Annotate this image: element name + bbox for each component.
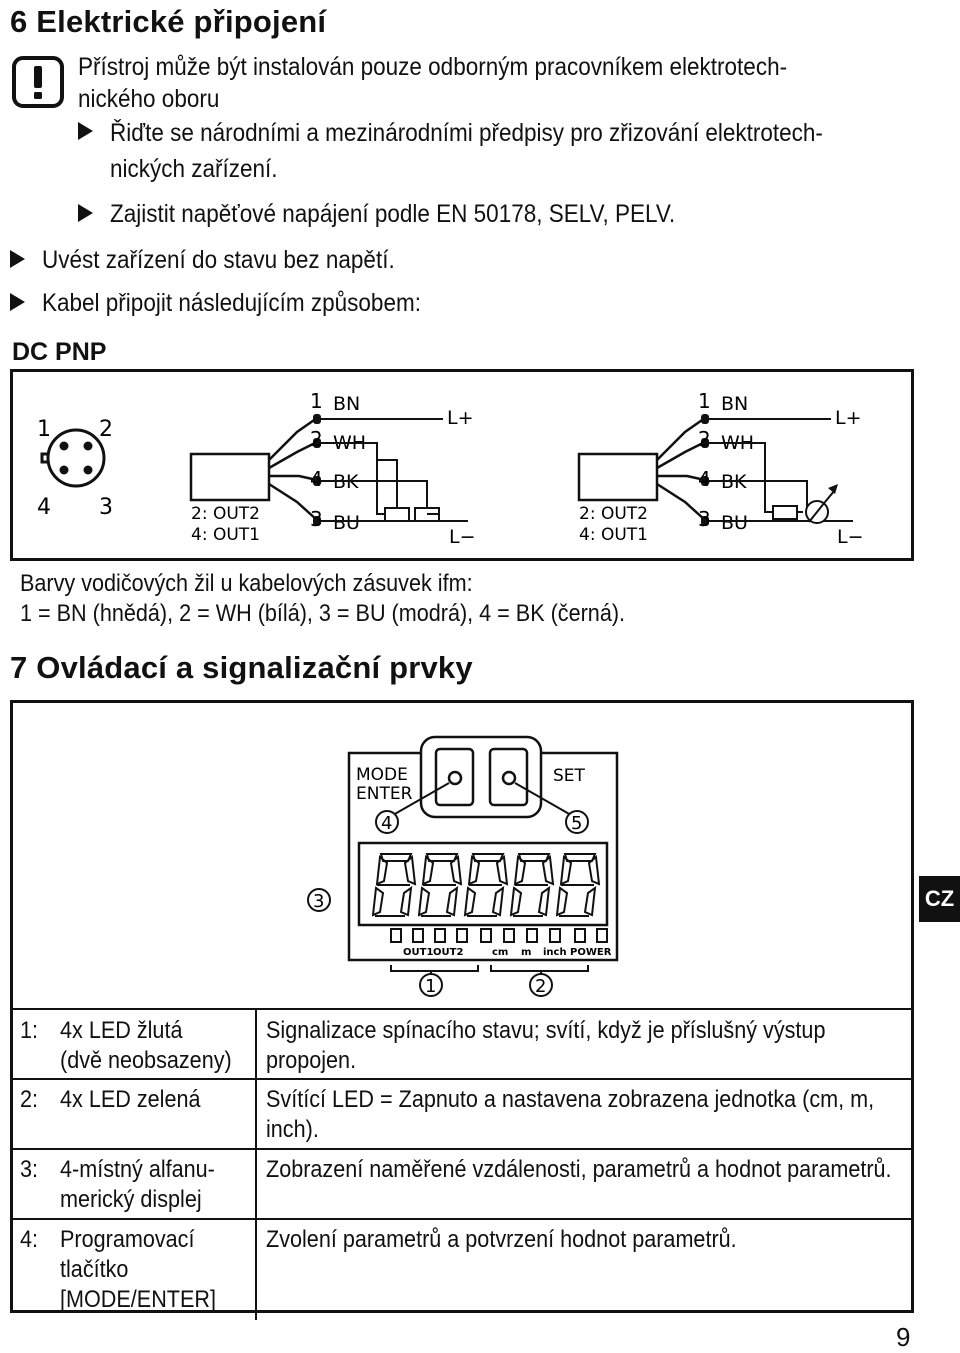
wire-pin-3: 3 — [310, 507, 323, 531]
connector-pin-3: 3 — [99, 495, 113, 520]
bullet-arrow-icon — [10, 252, 35, 270]
bullet-4: Kabel připojit následujícím způsobem: — [42, 289, 421, 317]
out2-label: 2: OUT2 — [579, 504, 648, 524]
legend-item-line-2: merický displej — [60, 1186, 202, 1213]
bullet-3: Uvést zařízení do stavu bez napětí. — [42, 246, 395, 274]
dc-pnp-subtitle: DC PNP — [12, 338, 107, 366]
circuit-right — [579, 389, 864, 548]
wire-bu: BU — [721, 512, 748, 534]
legend-row-4 — [10, 1218, 914, 1320]
legend-row-3 — [10, 1148, 914, 1218]
legend-desc-line-1: Zobrazení naměřené vzdálenosti, parametrů a hodnot parametrů. — [266, 1156, 892, 1183]
bullet-1-line-1: Řiďte se národními a mezinárodními předpisy pro zřizování elektrotech- — [110, 119, 823, 147]
wire-colors-line-2: 1 = BN (hnědá), 2 = WH (bílá), 3 = BU (modrá), 4 = BK (černá). — [20, 600, 626, 627]
out2-label: 2: OUT2 — [191, 504, 260, 524]
legend-num: 3: — [20, 1156, 39, 1183]
wire-bk: BK — [721, 471, 747, 493]
led-label-power: POWER — [570, 947, 612, 958]
callout-5: 5 — [571, 813, 583, 834]
wire-pin-1: 1 — [310, 389, 323, 413]
wire-pin-4: 4 — [310, 467, 323, 491]
out1-label: 4: OUT1 — [191, 525, 260, 545]
wire-colors-line-1: Barvy vodičových žil u kabelových zásuvek ifm: — [20, 570, 473, 597]
legend-desc-line-2: propojen. — [266, 1047, 357, 1074]
legend-table — [10, 1008, 914, 1320]
warning-line-2: nického oboru — [78, 85, 220, 113]
legend-item-line-1: Programovací — [60, 1226, 195, 1253]
out1-label: 4: OUT1 — [579, 525, 648, 545]
legend-desc-line-1: Svítící LED = Zapnuto a nastavena zobrazena jednotka (cm, m, — [266, 1086, 875, 1113]
callout-3: 3 — [313, 891, 325, 912]
bullet-arrow-icon — [78, 124, 103, 142]
language-tab: CZ — [919, 876, 960, 922]
bullet-2: Zajistit napěťové napájení podle EN 50178, SELV, PELV. — [110, 200, 676, 228]
led-label-inch: inch — [543, 947, 567, 958]
callout-2: 2 — [535, 976, 547, 997]
callout-4: 4 — [381, 813, 393, 834]
warning-line-1: Přístroj může být instalován pouze odborným pracovníkem elektrotech- — [78, 53, 788, 81]
legend-item-line-2: tlačítko — [60, 1256, 129, 1283]
page-number: 9 — [896, 1322, 911, 1352]
wire-wh: WH — [333, 432, 367, 454]
callout-1: 1 — [425, 976, 437, 997]
wire-pin-4: 4 — [698, 467, 711, 491]
mode-label: MODE — [356, 765, 408, 785]
legend-num: 1: — [20, 1017, 39, 1044]
l-minus-label: L− — [449, 526, 476, 548]
wiring-diagram — [10, 369, 914, 561]
legend-item-line-1: 4-místný alfanu- — [60, 1156, 215, 1183]
bullet-arrow-icon — [78, 206, 103, 224]
section-7-title: 7 Ovládací a signalizační prvky — [10, 650, 473, 685]
legend-item-line-2: (dvě neobsazeny) — [60, 1047, 232, 1074]
l-plus-label: L+ — [835, 407, 862, 429]
bullet-1-line-2: nických zařízení. — [110, 155, 278, 183]
wire-pin-2: 2 — [310, 427, 323, 451]
connector-pin-4: 4 — [37, 495, 51, 520]
legend-num: 4: — [20, 1226, 39, 1253]
wire-bn: BN — [721, 393, 749, 415]
legend-desc-line-2: inch). — [266, 1116, 319, 1143]
device-diagram — [13, 703, 911, 1009]
legend-item-line-1: 4x LED zelená — [60, 1086, 201, 1113]
led-label-cm: cm — [492, 947, 509, 958]
l-plus-label: L+ — [447, 407, 474, 429]
circuit-left — [191, 389, 476, 548]
wire-wh: WH — [721, 432, 755, 454]
legend-item-line-3: [MODE/ENTER] — [60, 1286, 217, 1313]
warning-icon — [12, 56, 64, 108]
legend-num: 2: — [20, 1086, 39, 1113]
enter-label: ENTER — [356, 784, 413, 804]
wire-pin-2: 2 — [698, 427, 711, 451]
legend-item-line-1: 4x LED žlutá — [60, 1017, 183, 1044]
connector-pin-2: 2 — [99, 417, 113, 442]
led-label-out1: OUT1 — [403, 947, 434, 958]
legend-desc-line-1: Zvolení parametrů a potvrzení hodnot parametrů. — [266, 1226, 737, 1253]
bullet-arrow-icon — [10, 295, 35, 313]
legend-row-2 — [10, 1078, 914, 1148]
wire-pin-1: 1 — [698, 389, 711, 413]
section-6-title: 6 Elektrické připojení — [10, 4, 327, 39]
l-minus-label: L− — [837, 526, 864, 548]
wire-bn: BN — [333, 393, 361, 415]
wire-bk: BK — [333, 471, 359, 493]
legend-desc-line-1: Signalizace spínacího stavu; svítí, když je příslušný výstup — [266, 1017, 826, 1044]
connector-face-icon — [42, 430, 104, 486]
controls-panel — [10, 700, 914, 1313]
wire-pin-3: 3 — [698, 507, 711, 531]
wire-bu: BU — [333, 512, 360, 534]
led-label-m: m — [521, 947, 532, 958]
connector-pin-1: 1 — [37, 417, 51, 442]
led-label-out2: OUT2 — [433, 947, 464, 958]
legend-row-1 — [10, 1008, 914, 1078]
set-label: SET — [553, 766, 585, 786]
